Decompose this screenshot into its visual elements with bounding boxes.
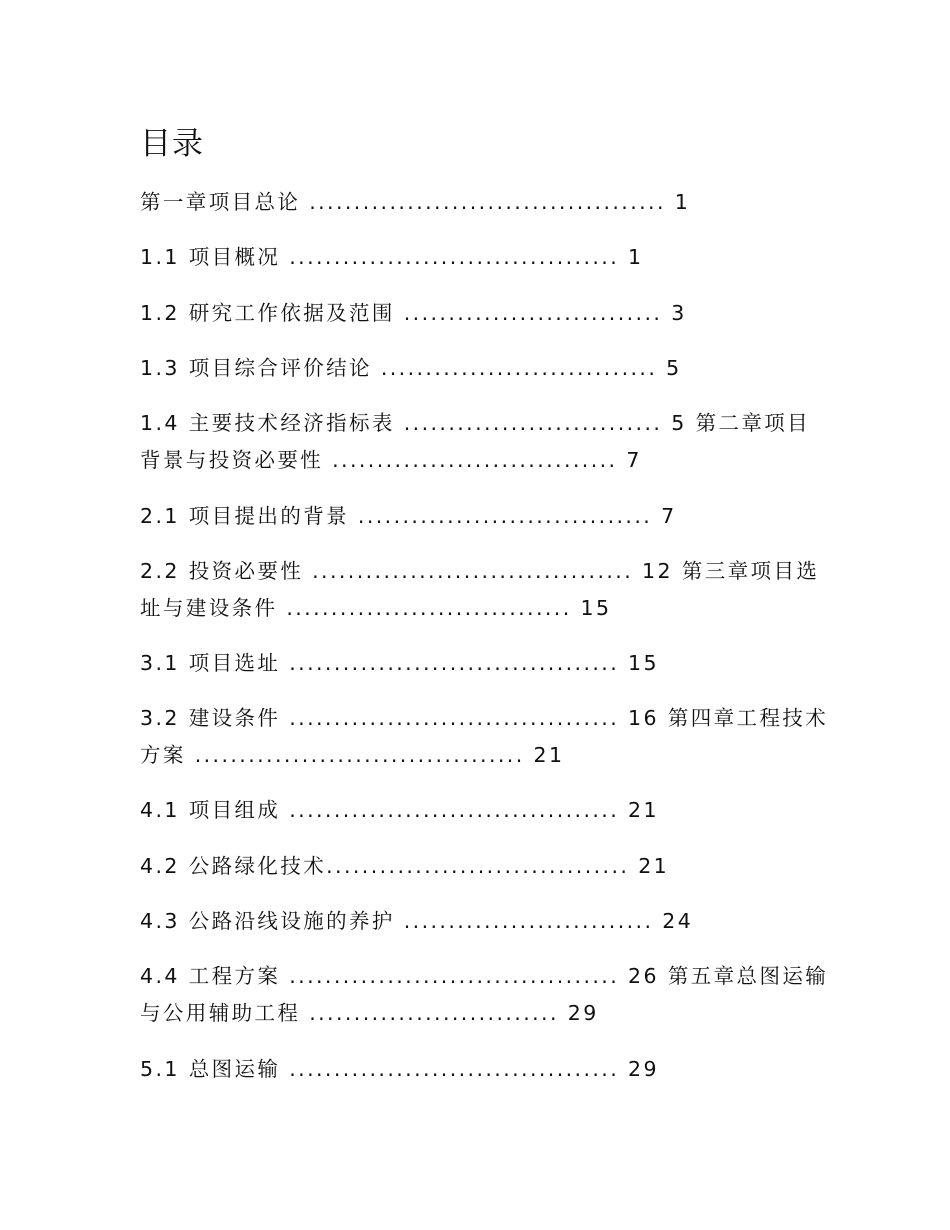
toc-entry: 4.1 项目组成 ..................................... 21 (140, 798, 659, 822)
toc-entry: 3.1 项目选址 ..................................... 15 (140, 651, 659, 675)
toc-entry: 4.3 公路沿线设施的养护 ............................ 24 (140, 909, 694, 933)
toc-entry-continued: 方案 ..................................... 21 (140, 743, 565, 767)
toc-entry: 4.2 公路绿化技术.................................. 21 (140, 854, 670, 878)
toc-entry: 4.4 工程方案 ..................................... 26 第五章总图运输 (140, 964, 829, 988)
toc-entry: 1.1 项目概况 ..................................... 1 (140, 245, 644, 269)
toc-entry: 1.4 主要技术经济指标表 ............................. 5 第二章项目 (140, 411, 811, 435)
toc-entry: 3.2 建设条件 ..................................... 16 第四章工程技术 (140, 706, 829, 730)
toc-entry: 第一章项目总论 ........................................ 1 (140, 190, 691, 214)
toc-entry-continued: 背景与投资必要性 ................................ 7 (140, 448, 642, 472)
toc-entry: 2.1 项目提出的背景 ................................. 7 (140, 504, 677, 528)
toc-entry: 1.3 项目综合评价结论 ............................... 5 (140, 356, 682, 380)
toc-entry-continued: 与公用辅助工程 ............................ 29 (140, 1001, 599, 1025)
toc-entry: 1.2 研究工作依据及范围 ............................. 3 (140, 301, 687, 325)
toc-entry: 5.1 总图运输 ..................................... 29 (140, 1057, 659, 1081)
toc-entry: 2.2 投资必要性 .................................... 12 第三章项目选 (140, 559, 820, 583)
toc-entry-continued: 址与建设条件 ................................ 15 (140, 596, 612, 620)
toc-title: 目录 (140, 126, 204, 162)
